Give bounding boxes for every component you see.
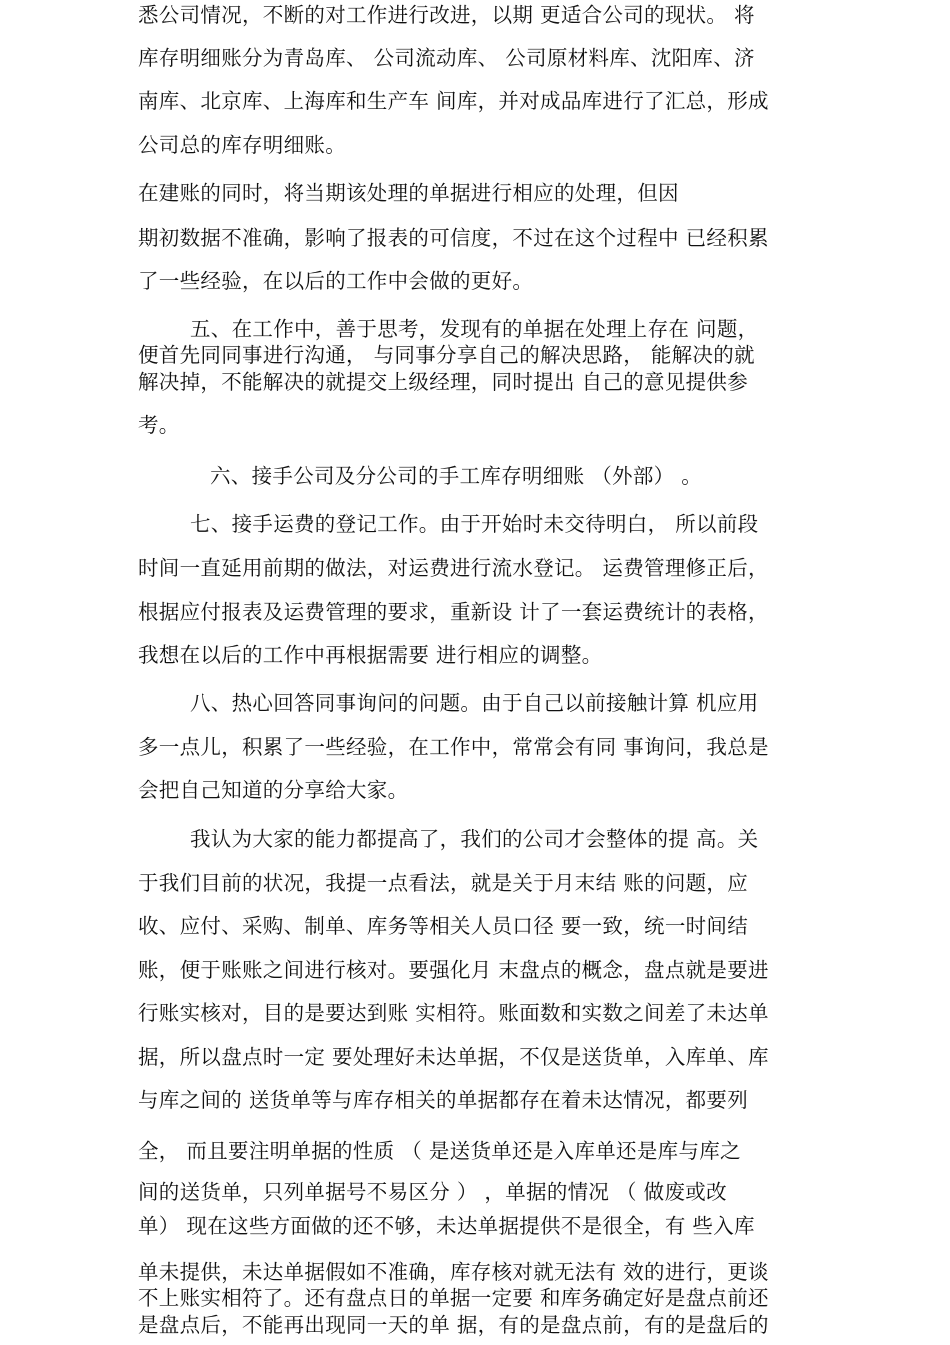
text-line-20: 我认为大家的能力都提高了，我们的公司才会整体的提 高。关	[190, 827, 759, 851]
text-line-28: 间的送货单，只列单据号不易区分 ） ，单据的情况 （ 做废或改	[138, 1180, 727, 1204]
text-line-23: 账，便于账账之间进行核对。要强化月 末盘点的概念，盘点就是要进	[138, 958, 769, 982]
text-line-13: 七、接手运费的登记工作。由于开始时未交待明白， 所以前段	[190, 512, 759, 536]
text-line-15: 根据应付报表及运费管理的要求，重新设 计了一套运费统计的表格，	[138, 600, 769, 624]
text-line-11: 考。	[138, 413, 180, 437]
text-line-16: 我想在以后的工作中再根据需要 进行相应的调整。	[138, 643, 603, 667]
text-line-31: 不上账实相符了。还有盘点日的单据一定要 和库务确定好是盘点前还	[138, 1286, 769, 1310]
text-line-6: 期初数据不准确，影响了报表的可信度，不过在这个过程中 已经积累	[138, 226, 769, 250]
text-line-14: 时间一直延用前期的做法，对运费进行流水登记。 运费管理修正后，	[138, 556, 769, 580]
text-line-25: 据，所以盘点时一定 要处理好未达单据，不仅是送货单，入库单、库	[138, 1045, 769, 1069]
text-line-2: 库存明细账分为青岛库、 公司流动库、 公司原材料库、沈阳库、济	[138, 46, 755, 70]
text-line-22: 收、应付、采购、制单、库务等相关人员口径 要一致，统一时间结	[138, 914, 749, 938]
text-line-4: 公司总的库存明细账。	[138, 133, 346, 157]
text-line-32: 是盘点后，不能再出现同一天的单 据，有的是盘点前，有的是盘后的	[138, 1313, 769, 1337]
text-line-1: 悉公司情况，不断的对工作进行改进，以期 更适合公司的现状。 将	[138, 3, 755, 27]
text-line-30: 单未提供，未达单据假如不准确，库存核对就无法有 效的进行，更谈	[138, 1260, 769, 1284]
text-line-27: 全， 而且要注明单据的性质 （ 是送货单还是入库单还是库与库之	[138, 1139, 741, 1163]
text-line-26: 与库之间的 送货单等与库存相关的单据都存在着未达情况，都要列	[138, 1088, 749, 1112]
text-line-24: 行账实核对，目的是要达到账 实相符。账面数和实数之间差了未达单	[138, 1001, 769, 1025]
text-line-18: 多一点儿，积累了一些经验，在工作中，常常会有同 事询问，我总是	[138, 735, 769, 759]
text-line-9: 便首先同同事进行沟通， 与同事分享自己的解决思路， 能解决的就	[138, 343, 755, 367]
text-line-19: 会把自己知道的分享给大家。	[138, 778, 409, 802]
text-line-7: 了一些经验，在以后的工作中会做的更好。	[138, 269, 534, 293]
text-line-5: 在建账的同时，将当期该处理的单据进行相应的处理，但因	[138, 181, 679, 205]
text-line-3: 南库、北京库、上海库和生产车 间库，并对成品库进行了汇总，形成	[138, 89, 769, 113]
text-line-17: 八、热心回答同事询问的问题。由于自己以前接触计算 机应用	[190, 691, 759, 715]
text-line-12: 六、接手公司及分公司的手工库存明细账 （外部） 。	[210, 464, 703, 488]
text-line-8: 五、在工作中，善于思考，发现有的单据在处理上存在 问题，	[190, 317, 759, 341]
text-line-29: 单） 现在这些方面做的还不够，未达单据提供不是很全，有 些入库	[138, 1214, 755, 1238]
text-line-21: 于我们目前的状况，我提一点看法，就是关于月末结 账的问题，应	[138, 871, 749, 895]
text-line-10: 解决掉，不能解决的就提交上级经理，同时提出 自己的意见提供参	[138, 370, 749, 394]
